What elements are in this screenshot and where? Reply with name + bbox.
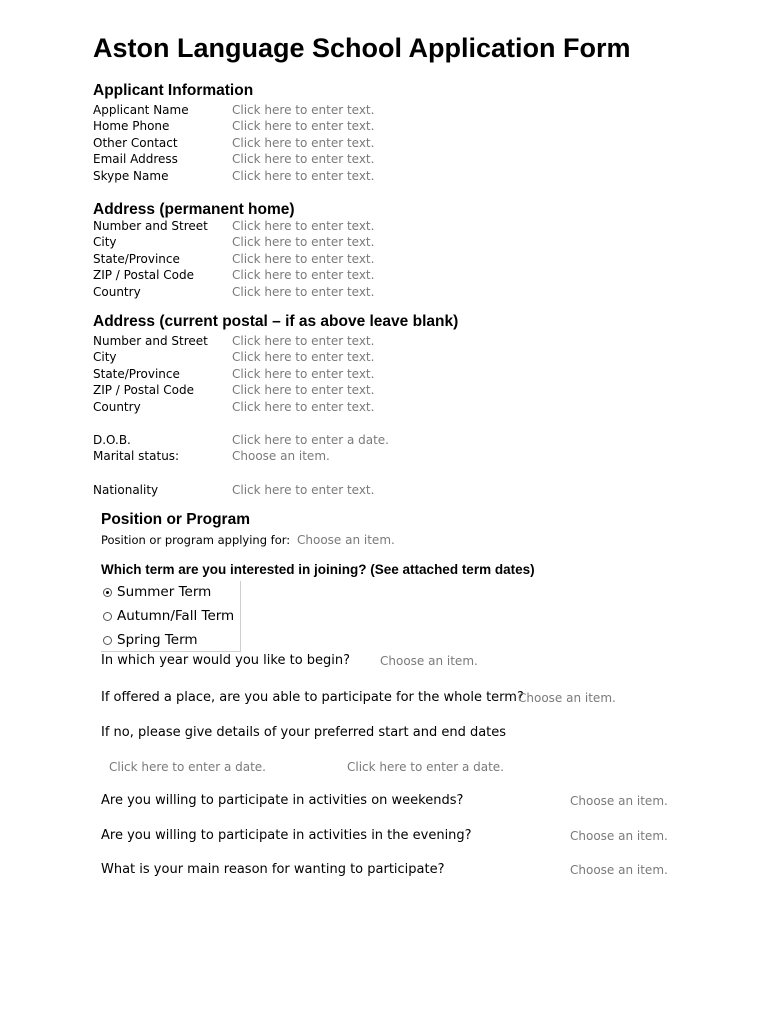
preferred-start-date-picker[interactable]: Click here to enter a date. bbox=[109, 760, 266, 774]
preferred-end-date-picker[interactable]: Click here to enter a date. bbox=[347, 760, 504, 774]
program-applying-label: Position or program applying for: bbox=[101, 533, 291, 547]
permanent-state-field[interactable]: Click here to enter text. bbox=[232, 251, 375, 266]
term-question: Which term are you interested in joining? (See attached term dates) bbox=[101, 562, 535, 577]
term-option-spring[interactable] bbox=[103, 629, 198, 651]
field-row bbox=[93, 219, 653, 235]
field-row bbox=[93, 169, 653, 185]
term-option-label: Summer Term bbox=[117, 584, 212, 600]
permanent-country-field[interactable]: Click here to enter text. bbox=[232, 284, 375, 299]
field-label: Skype Name bbox=[93, 168, 169, 183]
field-label: City bbox=[93, 350, 117, 365]
field-row bbox=[93, 433, 653, 449]
page-title: Aston Language School Application Form bbox=[93, 33, 631, 63]
personal-fields bbox=[93, 433, 653, 466]
field-row bbox=[93, 285, 653, 301]
marital-status-dropdown[interactable]: Choose an item. bbox=[232, 449, 330, 464]
field-label: D.O.B. bbox=[93, 433, 131, 447]
term-option-autumn[interactable] bbox=[103, 605, 234, 627]
field-row bbox=[93, 334, 653, 350]
field-label: Marital status: bbox=[93, 449, 180, 464]
section-heading-program: Position or Program bbox=[101, 511, 250, 528]
permanent-zip-field[interactable]: Click here to enter text. bbox=[232, 268, 375, 283]
start-year-question: In which year would you like to begin? bbox=[101, 653, 351, 668]
field-label: Number and Street bbox=[93, 219, 208, 233]
start-year-dropdown[interactable]: Choose an item. bbox=[380, 654, 478, 668]
field-label: State/Province bbox=[93, 251, 180, 266]
other-contact-field[interactable]: Click here to enter text. bbox=[232, 135, 375, 150]
nationality-fields bbox=[93, 483, 653, 499]
field-row bbox=[93, 103, 653, 119]
field-label: ZIP / Postal Code bbox=[93, 383, 194, 398]
field-label: Nationality bbox=[93, 483, 159, 497]
evening-dropdown[interactable]: Choose an item. bbox=[570, 829, 668, 843]
field-label: Number and Street bbox=[93, 334, 208, 348]
field-row bbox=[93, 119, 653, 135]
field-label: Country bbox=[93, 399, 141, 414]
term-option-summer[interactable] bbox=[103, 581, 211, 603]
postal-country-field[interactable]: Click here to enter text. bbox=[232, 399, 375, 414]
field-row bbox=[93, 483, 653, 499]
radio-unselected-icon bbox=[103, 636, 112, 645]
term-option-label: Spring Term bbox=[117, 632, 198, 648]
field-label: Home Phone bbox=[93, 119, 170, 134]
preferred-dates-question: If no, please give details of your preferred start and end dates bbox=[101, 725, 507, 740]
email-address-field[interactable]: Click here to enter text. bbox=[232, 152, 375, 167]
applicant-name-field[interactable]: Click here to enter text. bbox=[232, 103, 375, 117]
field-row bbox=[93, 268, 653, 284]
field-row bbox=[93, 252, 653, 268]
field-row bbox=[93, 367, 653, 383]
radio-unselected-icon bbox=[103, 612, 112, 621]
section-heading-permanent-address: Address (permanent home) bbox=[93, 201, 295, 218]
field-label: Applicant Name bbox=[93, 103, 189, 117]
postal-state-field[interactable]: Click here to enter text. bbox=[232, 366, 375, 381]
field-label: Other Contact bbox=[93, 135, 178, 150]
field-row bbox=[93, 383, 653, 399]
field-row bbox=[93, 136, 653, 152]
field-row bbox=[93, 235, 653, 251]
postal-zip-field[interactable]: Click here to enter text. bbox=[232, 383, 375, 398]
whole-term-question: If offered a place, are you able to participate for the whole term? bbox=[101, 690, 524, 705]
postal-city-field[interactable]: Click here to enter text. bbox=[232, 350, 375, 365]
main-reason-dropdown[interactable]: Choose an item. bbox=[570, 863, 668, 877]
applicant-fields bbox=[93, 103, 653, 185]
field-label: City bbox=[93, 235, 117, 250]
evening-question: Are you willing to participate in activities in the evening? bbox=[101, 828, 472, 843]
weekends-dropdown[interactable]: Choose an item. bbox=[570, 794, 668, 808]
postal-address-fields bbox=[93, 334, 653, 416]
main-reason-question: What is your main reason for wanting to participate? bbox=[101, 862, 445, 877]
dob-date-picker[interactable]: Click here to enter a date. bbox=[232, 433, 389, 447]
postal-street-field[interactable]: Click here to enter text. bbox=[232, 334, 375, 348]
home-phone-field[interactable]: Click here to enter text. bbox=[232, 119, 375, 134]
term-option-label: Autumn/Fall Term bbox=[117, 608, 235, 624]
whole-term-dropdown[interactable]: Choose an item. bbox=[518, 691, 616, 705]
permanent-city-field[interactable]: Click here to enter text. bbox=[232, 235, 375, 250]
field-row bbox=[93, 152, 653, 168]
permanent-address-fields bbox=[93, 219, 653, 301]
field-label: State/Province bbox=[93, 366, 180, 381]
section-heading-applicant: Applicant Information bbox=[93, 82, 254, 99]
weekends-question: Are you willing to participate in activities on weekends? bbox=[101, 793, 464, 808]
field-label: ZIP / Postal Code bbox=[93, 268, 194, 283]
term-radio-group bbox=[101, 581, 241, 652]
field-row bbox=[93, 350, 653, 366]
section-heading-postal-address: Address (current postal – if as above leave blank) bbox=[93, 313, 459, 330]
field-label: Country bbox=[93, 284, 141, 299]
skype-name-field[interactable]: Click here to enter text. bbox=[232, 168, 375, 183]
field-label: Email Address bbox=[93, 152, 178, 167]
program-dropdown[interactable]: Choose an item. bbox=[297, 533, 395, 547]
nationality-field[interactable]: Click here to enter text. bbox=[232, 483, 375, 497]
permanent-street-field[interactable]: Click here to enter text. bbox=[232, 219, 375, 233]
field-row bbox=[93, 400, 653, 416]
field-row bbox=[93, 449, 653, 465]
radio-selected-icon bbox=[103, 588, 112, 597]
